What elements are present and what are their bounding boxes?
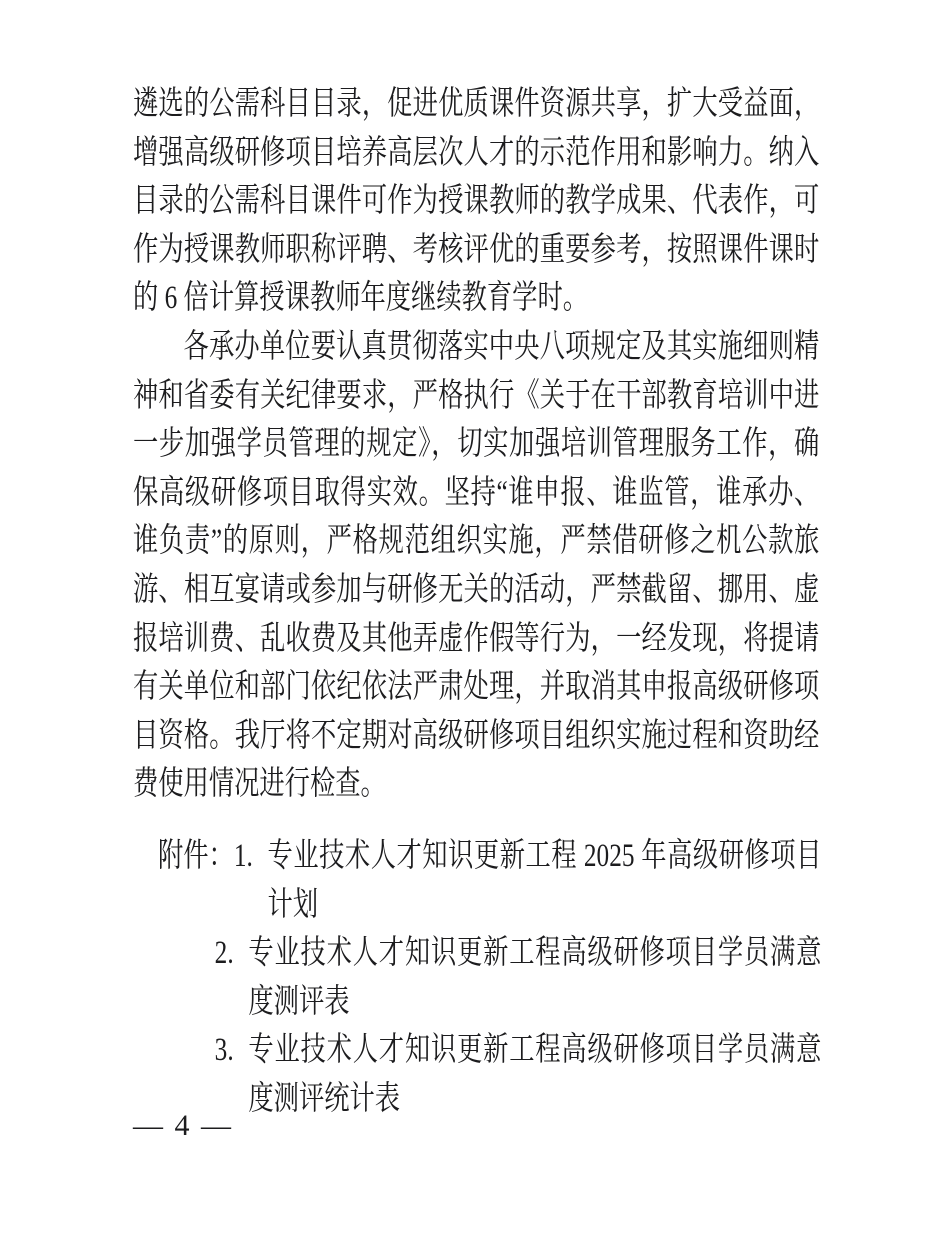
attachment-title: 专业技术人才知识更新工程 2025 年高级研修项目计划 [267, 838, 822, 923]
paragraph: 各承办单位要认真贯彻落实中央八项规定及其实施细则精神和省委有关纪律要求，严格执行《关于在干部教育培训中进一步加强学员管理的规定》，切实加强培训管理服务工作，确保高级研修项目取得实效。坚持“谁申报、谁监管，谁承办、谁负责”的原则，严格规范组织实施，严禁借研修之机公款旅游、相互宴请或参加与研修无关的活动，严禁截留、挪用、虚报培训费、乱收费及其他弄虚作假等行为，一经发现，将提请有关单位和部门依纪依法严肃处理，并取消其申报高级研修项目资格。我厅将不定期对高级研修项目组织实施过程和资助经费使用情况进行检查。 [133, 328, 820, 803]
attachment-number: 1. [233, 838, 253, 874]
attachments-label: 附件： [158, 838, 234, 874]
attachment-number: 3. [214, 1032, 234, 1069]
attachment-title: 专业技术人才知识更新工程高级研修项目学员满意度测评表 [248, 935, 822, 1020]
page-number: — 4 — [133, 1109, 233, 1142]
attachments-list [158, 832, 821, 1124]
paragraph-continued: 遴选的公需科目目录，促进优质课件资源共享，扩大受益面，增强高级研修项目培养高层次人才的示范作用和影响力。纳入目录的公需科目课件可作为授课教师的教学成果、代表作，可作为授课教师职称评聘、考核评优的重要参考，按照课件课时的 6 倍计算授课教师年度继续教育学时。 [133, 86, 820, 317]
attachment-number: 2. [214, 935, 234, 972]
attachment-title: 专业技术人才知识更新工程高级研修项目学员满意度测评统计表 [248, 1032, 822, 1117]
attachment-item [158, 832, 821, 929]
attachment-item [158, 1026, 821, 1123]
body-text [133, 80, 819, 809]
attachment-item [158, 929, 821, 1026]
